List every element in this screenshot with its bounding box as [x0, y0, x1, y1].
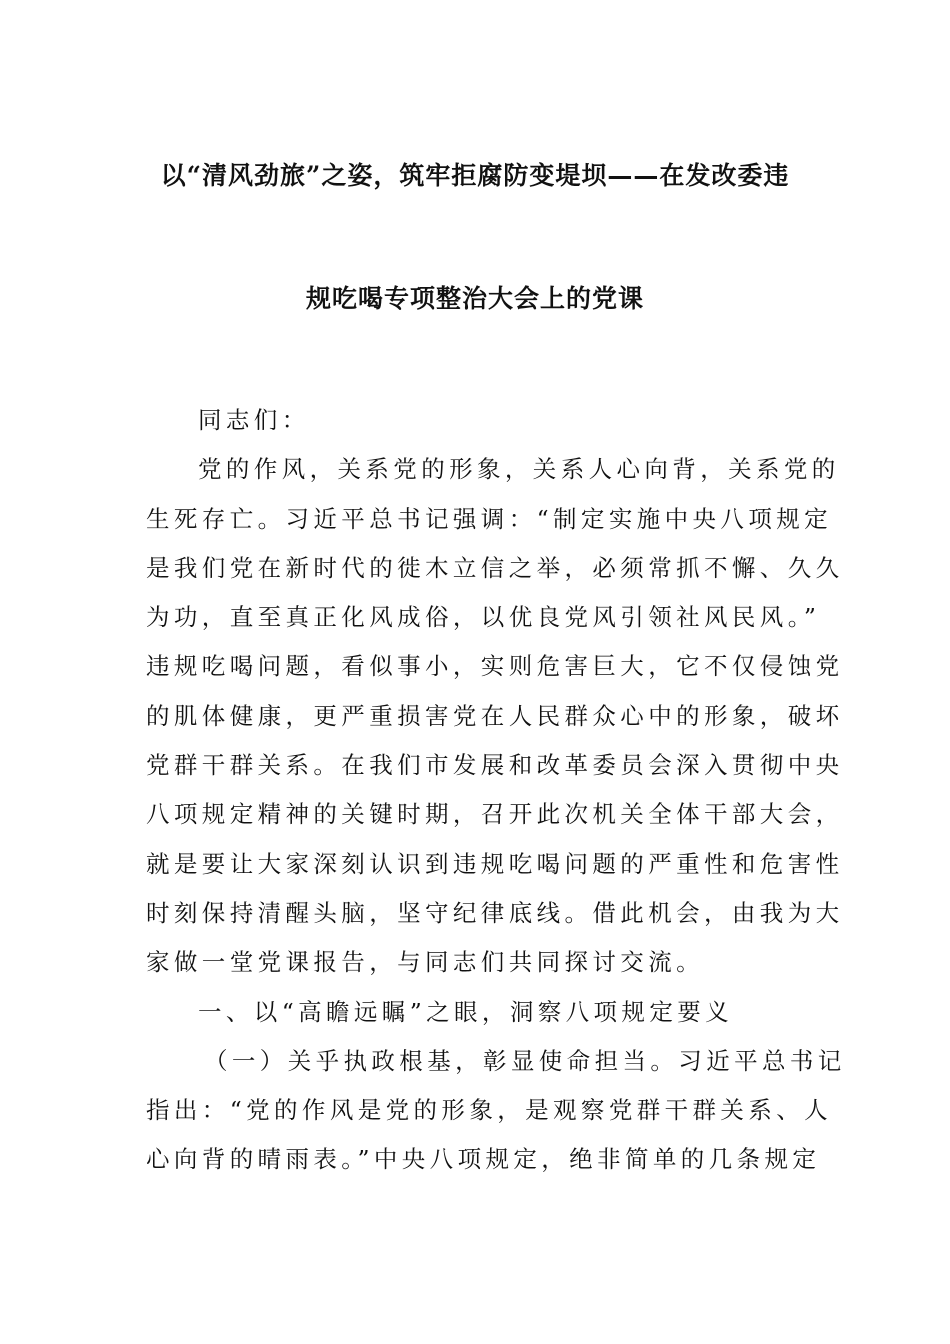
document-body: [146, 396, 846, 1185]
paragraph-line: 为功，直至真正化风成俗，以优良党风引领社风民风。”: [146, 603, 821, 632]
paragraph-line: 违规吃喝问题，看似事小，实则危害巨大，它不仅侵蚀党: [146, 652, 844, 681]
paragraph-line: 是我们党在新时代的徙木立信之举，必须常抓不懈、久久: [146, 553, 844, 582]
paragraph-line: 党的作风，关系党的形象，关系人心向背，关系党的: [198, 455, 840, 484]
subsection-heading-line: （一）关乎执政根基，彰显使命担当。习近平总书记: [204, 1046, 846, 1075]
paragraph-line: 生死存亡。习近平总书记强调：“制定实施中央八项规定: [146, 504, 833, 533]
document-title-line-1: 以“清风劲旅”之姿，筑牢拒腐防变堤坝——在发改委违: [160, 161, 790, 190]
paragraph-line: 党群干群关系。在我们市发展和改革委员会深入贯彻中央: [146, 751, 844, 780]
document-title-line-2: 规吃喝专项整治大会上的党课: [305, 284, 644, 313]
paragraph-line: 家做一堂党课报告，与同志们共同探讨交流。: [146, 948, 704, 977]
salutation: 同志们：: [198, 406, 310, 434]
paragraph-line: 指出：“党的作风是党的形象，是观察党群干群关系、人: [146, 1096, 833, 1125]
paragraph-line: 时刻保持清醒头脑，坚守纪律底线。借此机会，由我为大: [146, 898, 844, 927]
paragraph-line: 八项规定精神的关键时期，召开此次机关全体干部大会，: [146, 800, 844, 829]
section-heading: 一、以“高瞻远瞩”之眼，洞察八项规定要义: [198, 997, 734, 1026]
paragraph-line: 心向背的晴雨表。”中央八项规定，绝非简单的几条规定: [146, 1145, 821, 1174]
paragraph-line: 就是要让大家深刻认识到违规吃喝问题的严重性和危害性: [146, 849, 844, 878]
paragraph-line: 的肌体健康，更严重损害党在人民群众心中的形象，破坏: [146, 701, 844, 730]
